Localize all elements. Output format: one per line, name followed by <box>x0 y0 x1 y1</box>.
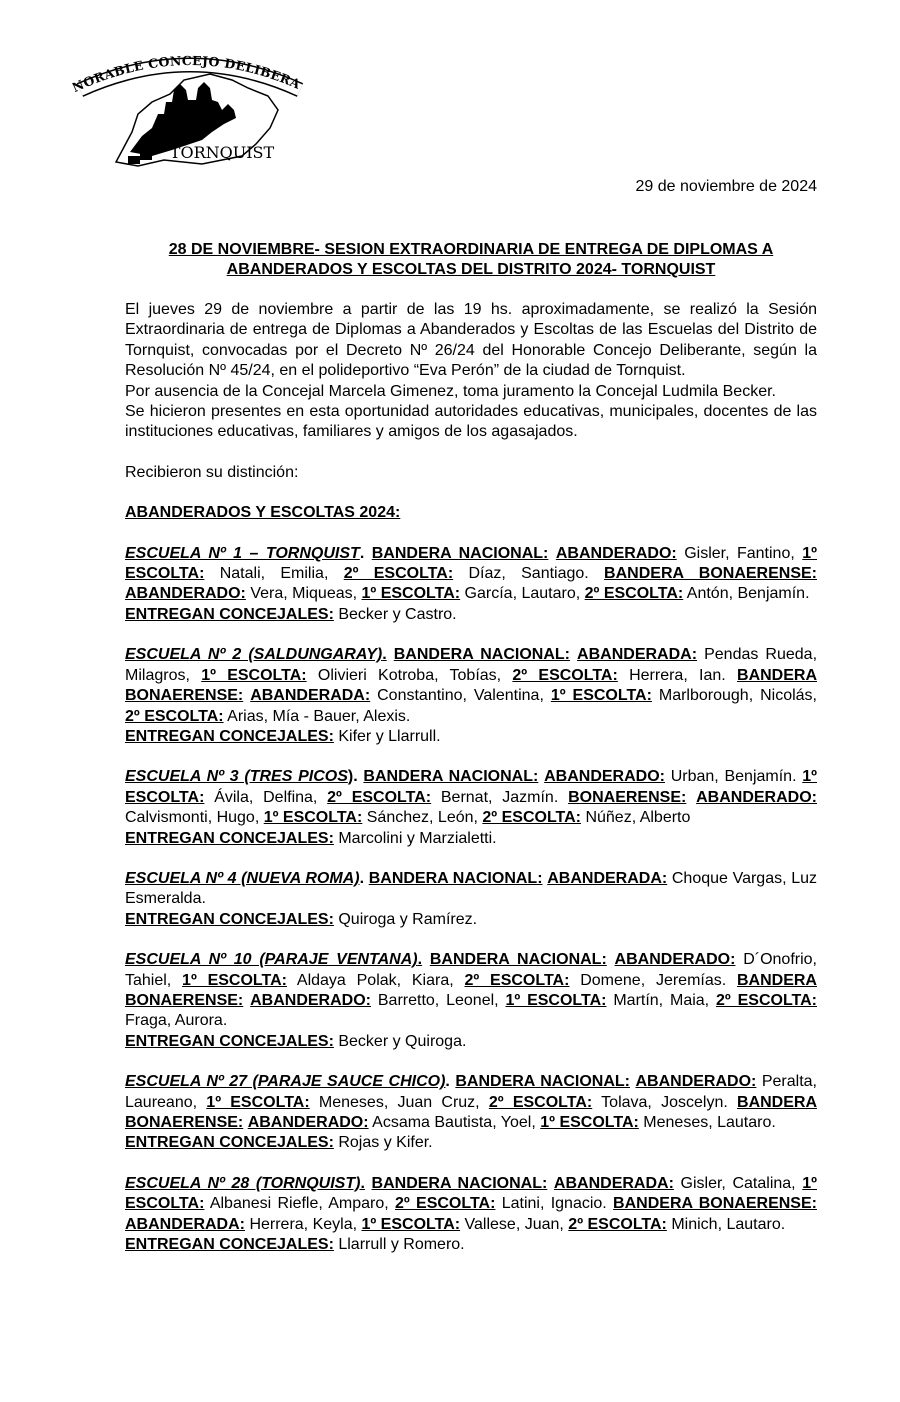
award-text: Antón, Benjamín. <box>683 585 810 603</box>
award-label: 2º ESCOLTA: <box>584 585 684 603</box>
award-label: 2º ESCOLTA: <box>395 1195 496 1213</box>
award-label: 1º ESCOLTA: <box>550 687 652 705</box>
award-text: Meneses, Lautaro. <box>638 1114 776 1131</box>
award-label: ABANDERADO: <box>555 544 677 562</box>
award-label: 2º ESCOLTA: <box>464 971 570 989</box>
received-distinction-text: Recibieron su distinción: <box>125 463 299 481</box>
title-line-1: 28 DE NOVIEMBRE- SESION EXTRAORDINARIA DE ENTREGA DE DIPLOMAS A <box>168 241 774 258</box>
award-text <box>365 1175 372 1192</box>
award-text <box>607 951 615 968</box>
award-text: Sánchez, León, <box>362 809 483 827</box>
award-label: 1º ESCOLTA: <box>263 809 363 827</box>
award-label: ABANDERADO: <box>635 1073 757 1091</box>
entregan-label: ENTREGAN CONCEJALES: <box>125 1236 334 1254</box>
award-text: Bernat, Jazmín. <box>431 788 569 806</box>
entregan-names: Llarrull y Romero. <box>333 1236 465 1254</box>
school-entry <box>125 950 817 1052</box>
award-label: 1º ESCOLTA: <box>125 544 818 583</box>
award-text <box>686 789 696 806</box>
award-text: Natali, Emilia, <box>204 565 344 583</box>
award-text: Marlborough, Nicolás, <box>651 687 818 705</box>
award-text: Minich, Lautaro. <box>666 1215 786 1233</box>
school-awards-paragraph <box>125 1174 817 1235</box>
entregan-names: Becker y Quiroga. <box>333 1032 467 1050</box>
school-name: ESCUELA Nº 28 (TORNQUIST) <box>125 1174 361 1192</box>
award-label: 1º ESCOLTA: <box>540 1114 639 1131</box>
entregan-line <box>125 910 817 930</box>
entregan-line <box>125 727 817 747</box>
award-label: ABANDERADA: <box>125 1215 245 1233</box>
logo-town-text: TORNQUIST <box>169 143 275 162</box>
school-name: ESCUELA Nº 27 (PARAJE SAUCE CHICO) <box>125 1073 446 1091</box>
award-label: BANDERA NACIONAL: <box>429 951 607 969</box>
award-text: Choque Vargas, Luz Esmeralda. <box>125 869 818 908</box>
entregan-label: ENTREGAN CONCEJALES: <box>125 727 334 745</box>
award-label: ABANDERADO: <box>696 788 817 806</box>
award-label: ABANDERADO: <box>125 585 246 603</box>
award-label: ABANDERADO: <box>250 991 371 1009</box>
award-label: 2º ESCOLTA: <box>488 1093 593 1111</box>
award-text: D´Onofrio, Tahiel, <box>125 951 817 989</box>
award-text <box>364 545 371 562</box>
award-text <box>422 951 430 968</box>
award-text <box>387 646 394 663</box>
schools-list <box>125 544 817 1256</box>
award-label: . <box>382 646 387 664</box>
document-body <box>125 300 817 1275</box>
intro-paragraph: El jueves 29 de noviembre a partir de las 19 hs. aproximadamente, se realizó la Sesión Extraordinaria de entrega de Diplomas a Abanderados y Escoltas de las Escuelas del Distrito de Tornquist, convocadas por el Decreto Nº 26/24 del Honorable Concejo Deliberante, según la Resolución Nº 45/24, en el polideportivo “Eva Perón” de la ciudad de Tornquist. <box>125 301 817 380</box>
award-label: ABANDERADA: <box>250 687 371 705</box>
award-text: Núñez, Alberto <box>581 809 691 827</box>
award-label: BANDERA BONAERENSE: <box>613 1195 817 1213</box>
award-label: ABANDERADA: <box>547 869 668 887</box>
award-label: 2º ESCOLTA: <box>327 788 432 806</box>
school-awards-paragraph <box>125 869 817 910</box>
award-label: BANDERA NACIONAL: <box>455 1073 630 1091</box>
award-text: Tolava, Joscelyn. <box>592 1093 738 1111</box>
entregan-names: Quiroga y Ramírez. <box>333 910 478 928</box>
award-text: Domene, Jeremías. <box>569 971 737 989</box>
award-text: Acsama Bautista, Yoel, <box>368 1114 541 1131</box>
school-entry <box>125 1072 817 1154</box>
entregan-line <box>125 829 817 849</box>
award-label: 1º ESCOLTA: <box>182 971 287 989</box>
award-text: Olivieri Kotroba, Tobías, <box>306 666 513 684</box>
intro-paragraph-attendance: Se hicieron presentes en esta oportunidad autoridades educativas, municipales, docentes de las instituciones educativas, familiares y amigos de los agasajados. <box>125 403 817 441</box>
award-text: . <box>445 1073 450 1091</box>
school-awards-paragraph <box>125 544 817 605</box>
award-label: 1º ESCOLTA: <box>206 1093 310 1111</box>
council-logo-emblem <box>72 44 308 168</box>
award-label: 2º ESCOLTA: <box>343 565 454 583</box>
award-label: BONAERENSE: <box>568 788 687 806</box>
award-text: Gisler, Catalina, <box>673 1174 803 1192</box>
award-text: Martín, Maia, <box>606 991 716 1009</box>
award-label: ABANDERADA: <box>553 1174 674 1192</box>
award-label: BANDERA BONAERENSE: <box>125 666 818 705</box>
award-label: 1º ESCOLTA: <box>361 585 461 603</box>
school-name: ESCUELA Nº 4 (NUEVA ROMA) <box>125 869 360 887</box>
award-text: . <box>359 544 365 562</box>
award-label: ABANDERADO: <box>544 768 665 786</box>
award-text: Latini, Ignacio. <box>495 1195 614 1213</box>
entregan-names: Rojas y Kifer. <box>333 1134 433 1152</box>
entregan-line <box>125 1133 817 1153</box>
award-label: 1º ESCOLTA: <box>361 1215 461 1233</box>
award-text: García, Lautaro, <box>460 585 585 603</box>
award-label: 2º ESCOLTA: <box>482 809 581 827</box>
award-label: BANDERA NACIONAL: <box>368 869 543 887</box>
award-text: Vallese, Juan, <box>460 1215 569 1233</box>
entregan-names: Becker y Castro. <box>333 605 457 623</box>
entregan-names: Marcolini y Marzialetti. <box>333 829 497 847</box>
award-label: 1º ESCOLTA: <box>125 768 818 806</box>
award-text <box>570 646 577 663</box>
award-text: Arias, Mía - Bauer, Alexis. <box>223 707 411 725</box>
award-label: BANDERA BONAERENSE: <box>125 1093 818 1131</box>
award-text <box>548 545 555 562</box>
school-entry <box>125 544 817 626</box>
award-label: BANDERA BONAERENSE: <box>604 565 817 583</box>
school-entry <box>125 1174 817 1256</box>
award-text: Pendas Rueda, Milagros, <box>125 646 818 684</box>
school-awards-paragraph <box>125 950 817 1032</box>
award-label: BANDERA NACIONAL: <box>371 544 549 562</box>
intro-paragraph-absence: Por ausencia de la Concejal Marcela Gimenez, toma juramento la Concejal Ludmila Becker. <box>125 382 776 400</box>
entregan-label: ENTREGAN CONCEJALES: <box>125 829 334 847</box>
entregan-line <box>125 605 817 625</box>
award-text: Gisler, Fantino, <box>676 544 803 562</box>
award-label: 1º ESCOLTA: <box>505 991 607 1009</box>
award-text <box>547 1175 554 1192</box>
award-text: . <box>359 869 365 887</box>
award-text: ). <box>347 768 358 786</box>
award-text: Barretto, Leonel, <box>371 991 506 1009</box>
entregan-line <box>125 1235 817 1255</box>
school-entry <box>125 869 817 930</box>
award-label: BANDERA NACIONAL: <box>393 646 570 664</box>
award-label: 2º ESCOLTA: <box>125 707 224 725</box>
entregan-label: ENTREGAN CONCEJALES: <box>125 1134 334 1152</box>
award-label: ABANDERADO: <box>247 1114 369 1131</box>
award-label: . <box>417 951 423 969</box>
school-awards-paragraph <box>125 1072 817 1133</box>
award-text: Ávila, Delfina, <box>204 788 328 806</box>
entregan-names: Kifer y Llarrull. <box>333 727 441 745</box>
award-text: Meneses, Juan Cruz, <box>309 1093 489 1111</box>
award-text: Constantino, Valentina, <box>370 687 551 705</box>
entregan-label: ENTREGAN CONCEJALES: <box>125 605 334 623</box>
award-label: BANDERA NACIONAL: <box>371 1174 548 1192</box>
award-label: 2º ESCOLTA: <box>715 991 817 1009</box>
school-awards-paragraph <box>125 645 817 727</box>
award-label: BANDERA BONAERENSE: <box>125 971 817 1009</box>
award-text: Herrera, Ian. <box>617 666 738 684</box>
award-label: 1º ESCOLTA: <box>125 1174 817 1213</box>
award-label: 1º ESCOLTA: <box>201 666 307 684</box>
award-label: ABANDERADA: <box>577 646 698 664</box>
award-label: . <box>360 1174 365 1192</box>
school-name: ESCUELA Nº 2 (SALDUNGARAY) <box>125 646 383 664</box>
school-awards-paragraph <box>125 767 817 828</box>
council-logo <box>72 44 308 168</box>
award-label: 2º ESCOLTA: <box>568 1215 667 1233</box>
award-text: Díaz, Santiago. <box>453 565 605 583</box>
award-label: 2º ESCOLTA: <box>512 666 618 684</box>
entregan-label: ENTREGAN CONCEJALES: <box>125 910 334 928</box>
award-text: Vera, Miqueas, <box>245 585 362 603</box>
school-entry <box>125 645 817 747</box>
school-entry <box>125 767 817 849</box>
title-line-2: ABANDERADOS Y ESCOLTAS DEL DISTRITO 2024- TORNQUIST <box>226 261 716 278</box>
award-text: Herrera, Keyla, <box>245 1215 362 1233</box>
award-label: BANDERA NACIONAL: <box>363 768 539 786</box>
school-name: ESCUELA Nº 3 (TRES PICOS <box>125 768 348 786</box>
award-text: Urban, Benjamín. <box>664 768 803 786</box>
award-label: ABANDERADO: <box>614 951 736 969</box>
document-date: 29 de noviembre de 2024 <box>635 178 817 195</box>
document-title <box>125 240 817 280</box>
award-text: Peralta, Laureano, <box>125 1073 817 1111</box>
section-heading: ABANDERADOS Y ESCOLTAS 2024: <box>125 504 401 522</box>
award-text: Calvismonti, Hugo, <box>125 809 264 827</box>
logo-arc-text: ORABLE CONCEJO DELIBERA <box>80 52 303 92</box>
school-name: ESCUELA Nº 1 – TORNQUIST <box>125 544 360 562</box>
school-name: ESCUELA Nº 10 (PARAJE VENTANA) <box>125 951 418 969</box>
entregan-line <box>125 1032 817 1052</box>
award-text: Albanesi Riefle, Amparo, <box>204 1195 395 1213</box>
award-text: Aldaya Polak, Kiara, <box>286 971 465 989</box>
entregan-label: ENTREGAN CONCEJALES: <box>125 1032 334 1050</box>
award-text: Fraga, Aurora. <box>125 1012 228 1030</box>
